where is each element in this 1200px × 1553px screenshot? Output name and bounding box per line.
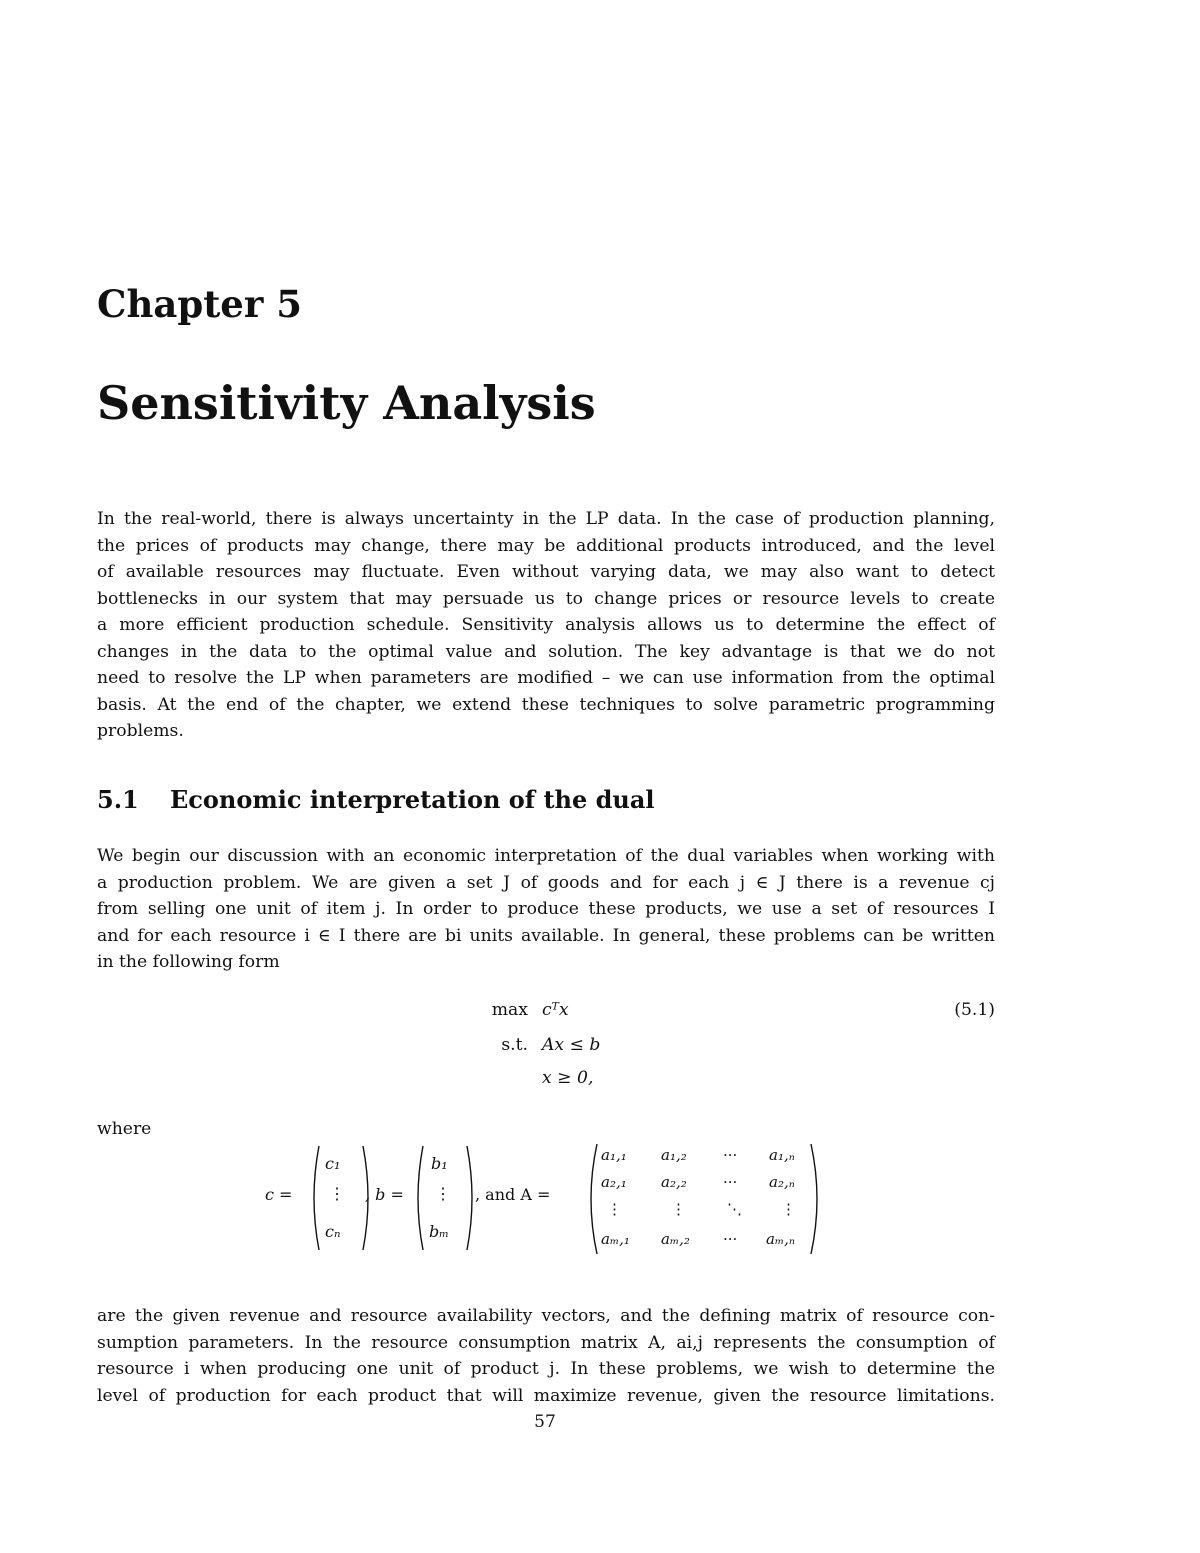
matrix-cell: ···	[723, 1230, 738, 1248]
paragraph-line: We begin our discussion with an economic interpretation of the dual variables when working with	[97, 846, 995, 866]
c-entry: ⋮	[329, 1184, 345, 1203]
production-paragraph	[97, 843, 995, 976]
matrix-cell: a₂,₂	[661, 1173, 687, 1191]
chapter-label: Chapter 5	[97, 282, 302, 326]
consumption-paragraph	[97, 1303, 995, 1409]
st-label: s.t.	[501, 1035, 528, 1055]
matrix-cell: a₁,₁	[601, 1146, 627, 1164]
vector-definitions	[265, 1140, 835, 1260]
section-heading	[97, 785, 655, 814]
intro-line: a more efficient production schedule. Sensitivity analysis allows us to determine the effect of	[97, 615, 995, 635]
max-label: max	[491, 1000, 528, 1020]
where-label: where	[97, 1119, 152, 1139]
objective-row	[470, 1000, 1000, 1026]
matrix-cell: ···	[723, 1146, 738, 1164]
matrix-cell: aₘ,₁	[601, 1230, 630, 1248]
b-entry: ⋮	[435, 1184, 451, 1203]
paragraph-line: and for each resource i ∈ I there are bi units available. In general, these problems can be written	[97, 925, 995, 946]
paragraph-line: in the following form	[97, 952, 280, 972]
intro-line: of available resources may fluctuate. Even without varying data, we may also want to detect	[97, 562, 995, 582]
matrix-cell: aₘ,ₙ	[766, 1230, 795, 1248]
matrix-cell: a₂,ₙ	[769, 1173, 795, 1191]
b-entry: bₘ	[429, 1222, 450, 1241]
c-entry: c₁	[325, 1154, 341, 1173]
chapter-title: Sensitivity Analysis	[97, 376, 596, 430]
page-number: 57	[534, 1412, 556, 1432]
intro-line: need to resolve the LP when parameters are modified – we can use information from the optimal	[97, 668, 995, 688]
nonneg-constraint: x ≥ 0,	[542, 1068, 594, 1088]
matrix-cell: ⋮	[781, 1200, 796, 1218]
section-title: Economic interpretation of the dual	[170, 785, 655, 814]
matrix-cell: a₂,₁	[601, 1173, 627, 1191]
equation-number: (5.1)	[954, 1000, 995, 1020]
paragraph-line: are the given revenue and resource availability vectors, and the defining matrix of resource con-	[97, 1306, 995, 1326]
intro-paragraph	[97, 506, 995, 745]
paragraph-line: resource i when producing one unit of product j. In these problems, we wish to determine the	[97, 1359, 995, 1379]
paragraph-line: from selling one unit of item j. In order to produce these products, we use a set of resources I	[97, 899, 995, 919]
matrix-cell: aₘ,₂	[661, 1230, 690, 1248]
paragraph-line: a production problem. We are given a set J of goods and for each j ∈ J there is a revenue cj	[97, 872, 995, 893]
section-number: 5.1	[97, 785, 139, 814]
matrix-cell: ⋮	[671, 1200, 686, 1218]
matrix-cell: ⋮	[607, 1200, 622, 1218]
intro-line: the prices of products may change, there may be additional products introduced, and the level	[97, 535, 995, 556]
intro-line: bottlenecks in our system that may persuade us to change prices or resource levels to create	[97, 588, 995, 609]
c-label: c =	[265, 1185, 293, 1204]
constraint: Ax ≤ b	[542, 1035, 601, 1055]
and-A-label: , and A =	[475, 1185, 551, 1204]
c-entry: cₙ	[325, 1222, 341, 1241]
intro-line: problems.	[97, 721, 184, 741]
b-entry: b₁	[431, 1154, 448, 1173]
objective: cᵀx	[542, 1000, 569, 1020]
matrix-cell: ···	[723, 1173, 738, 1191]
matrix-cell: ⋱	[727, 1200, 742, 1218]
intro-line: In the real-world, there is always uncertainty in the LP data. In the case of production planning,	[97, 509, 995, 529]
matrix-cell: a₁,₂	[661, 1146, 687, 1164]
paragraph-line: sumption parameters. In the resource consumption matrix A, ai,j represents the consumption of	[97, 1332, 995, 1353]
intro-line: basis. At the end of the chapter, we extend these techniques to solve parametric programming	[97, 694, 995, 715]
paragraph-line: level of production for each product that will maximize revenue, given the resource limitations.	[97, 1385, 995, 1406]
matrix-cell: a₁,ₙ	[769, 1146, 795, 1164]
intro-line: changes in the data to the optimal value and solution. The key advantage is that we do not	[97, 641, 995, 662]
b-label: , b =	[365, 1185, 404, 1204]
